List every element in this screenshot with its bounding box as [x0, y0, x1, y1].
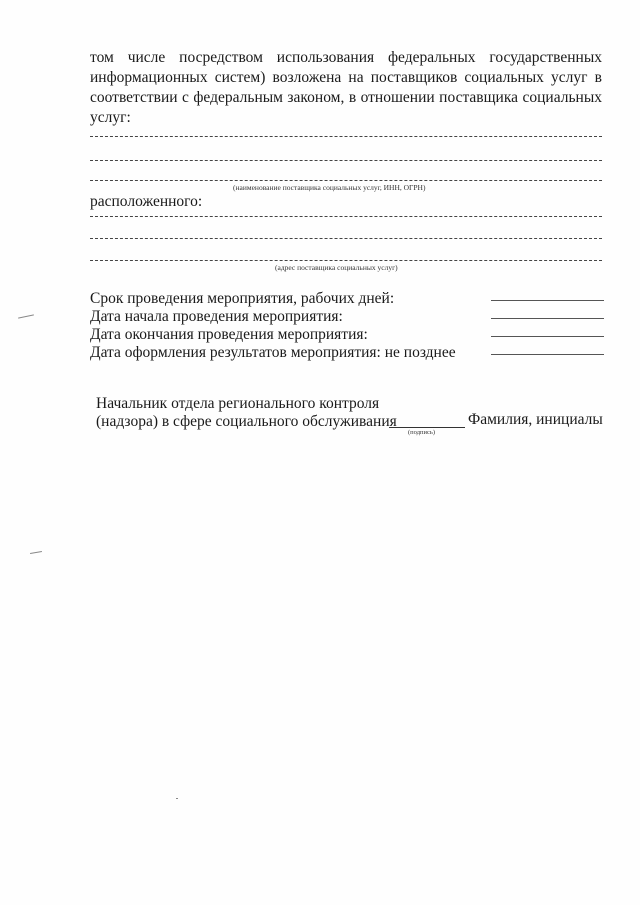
field-duration-label: Срок проведения мероприятия, рабочих дней:	[90, 290, 395, 307]
signature-caption: (подпись)	[408, 429, 435, 436]
signature-title-line-2: (надзора) в сфере социального обслуживания	[96, 413, 397, 430]
provider-blank-line-1[interactable]	[90, 136, 602, 137]
scan-speck	[176, 798, 178, 799]
address-caption: (адрес поставщика социальных услуг)	[275, 263, 398, 272]
signature-title-line-1: Начальник отдела регионального контроля	[96, 395, 380, 412]
provider-caption: (наименование поставщика социальных услуг, ИНН, ОГРН)	[233, 183, 426, 192]
signature-name: Фамилия, инициалы	[468, 411, 603, 428]
field-results-date-label: Дата оформления результатов мероприятия: не позднее	[90, 344, 456, 361]
field-end-date-label: Дата окончания проведения мероприятия:	[90, 326, 368, 343]
field-end-date-input[interactable]	[491, 336, 604, 337]
field-start-date-input[interactable]	[491, 318, 604, 319]
field-duration-input[interactable]	[491, 300, 604, 301]
signature-field[interactable]	[389, 427, 465, 428]
field-start-date-label: Дата начала проведения мероприятия:	[90, 308, 343, 325]
provider-blank-line-2[interactable]	[90, 160, 602, 161]
field-results-date-input[interactable]	[491, 354, 604, 355]
intro-paragraph: том числе посредством использования федеральных государственных информационных систем) возложена на поставщиков социальных услуг в соответствии с федеральным законом, в отношении поставщика социальных услуг:	[90, 49, 602, 126]
address-blank-line-1[interactable]	[90, 216, 602, 217]
address-label: расположенного:	[90, 193, 203, 210]
scan-speck	[30, 551, 42, 554]
provider-blank-line-3[interactable]	[90, 180, 602, 181]
address-blank-line-3[interactable]	[90, 260, 602, 261]
address-blank-line-2[interactable]	[90, 238, 602, 239]
scan-speck	[18, 314, 34, 318]
